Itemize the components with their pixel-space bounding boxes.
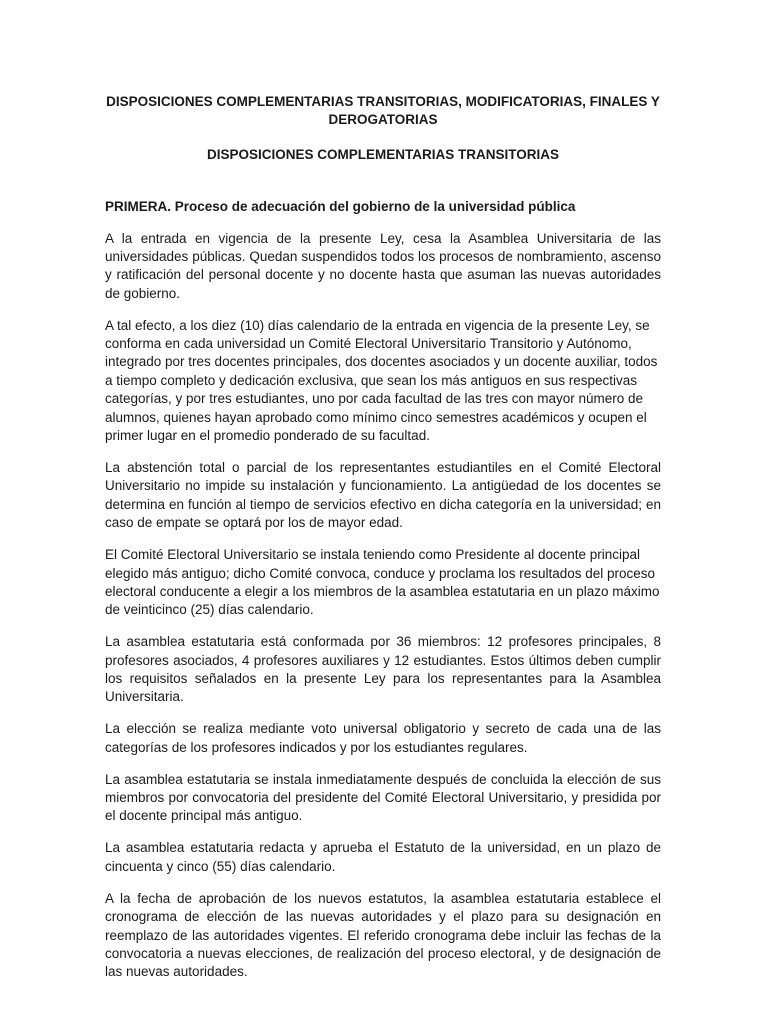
document-title: DISPOSICIONES COMPLEMENTARIAS TRANSITORIAS, MODIFICATORIAS, FINALES Y DEROGATORIAS (106, 94, 660, 127)
paragraph-1: A la entrada en vigencia de la presente Ley, cesa la Asamblea Universitaria de las universidades públicas. Quedan suspendidos todos los procesos de nombramiento, ascenso y ratificación del personal docente y no docente hasta que asuman las nuevas autoridades de gobierno. (105, 230, 661, 301)
paragraph-6: La elección se realiza mediante voto universal obligatorio y secreto de cada una de las categorías de los profesores indicados y por los estudiantes regulares. (105, 721, 661, 755)
paragraph-8: La asamblea estatutaria redacta y aprueba el Estatuto de la universidad, en un plazo de cincuenta y cinco (55) días calendario. (105, 840, 661, 874)
document-subtitle: DISPOSICIONES COMPLEMENTARIAS TRANSITORIAS (206, 147, 560, 162)
paragraph-5: La asamblea estatutaria está conformada por 36 miembros: 12 profesores principales, 8 profesores asociados, 4 profesores auxiliares y 12 estudiantes. Estos últimos deben cumplir los requisitos señalados en la presente Ley para los representantes para la Asamblea Universitaria. (105, 634, 661, 705)
paragraph-3: La abstención total o parcial de los representantes estudiantiles en el Comité Electoral Universitario no impide su instalación y funcionamiento. La antigüedad de los docentes se determina en función al tiempo de servicios efectivo en dicha categoría en la universidad; en caso de empate se optará por los de mayor edad. (105, 459, 661, 531)
paragraph-7: La asamblea estatutaria se instala inmediatamente después de concluida la elección de sus miembros por convocatoria del presidente del Comité Electoral Universitario, y presidida por el docente principal más antiguo. (105, 771, 661, 824)
document-body (105, 93, 661, 982)
paragraph-2: A tal efecto, a los diez (10) días calendario de la entrada en vigencia de la presente Ley, se conforma en cada universidad un Comité Electoral Universitario Transitorio y Autónomo, integrado por tres docentes principales, dos docentes asociados y un docente auxiliar, todos a tiempo completo y dedicación exclusiva, que sean los más antiguos en sus respectivas categorías, y por tres estudiantes, uno por cada facultad de las tres con mayor número de alumnos, quienes hayan aprobado como mínimo cinco semestres académicos y ocupen el primer lugar en el promedio ponderado de su facultad. (105, 317, 658, 444)
paragraph-9: A la fecha de aprobación de los nuevos estatutos, la asamblea estatutaria establece el cronograma de elección de las nuevas autoridades y el plazo para su designación en reemplazo de las autoridades vigentes. El referido cronograma debe incluir las fechas de la convocatoria a nuevas elecciones, de realización del proceso electoral, y de designación de las nuevas autoridades. (105, 890, 661, 980)
paragraph-4: El Comité Electoral Universitario se instala teniendo como Presidente al docente principal elegido más antiguo; dicho Comité convoca, conduce y proclama los resultados del proceso electoral conducente a elegir a los miembros de la asamblea estatutaria en un plazo máximo de veinticinco (25) días calendario. (105, 547, 660, 618)
section-heading-primera: PRIMERA. Proceso de adecuación del gobierno de la universidad pública (105, 199, 576, 214)
